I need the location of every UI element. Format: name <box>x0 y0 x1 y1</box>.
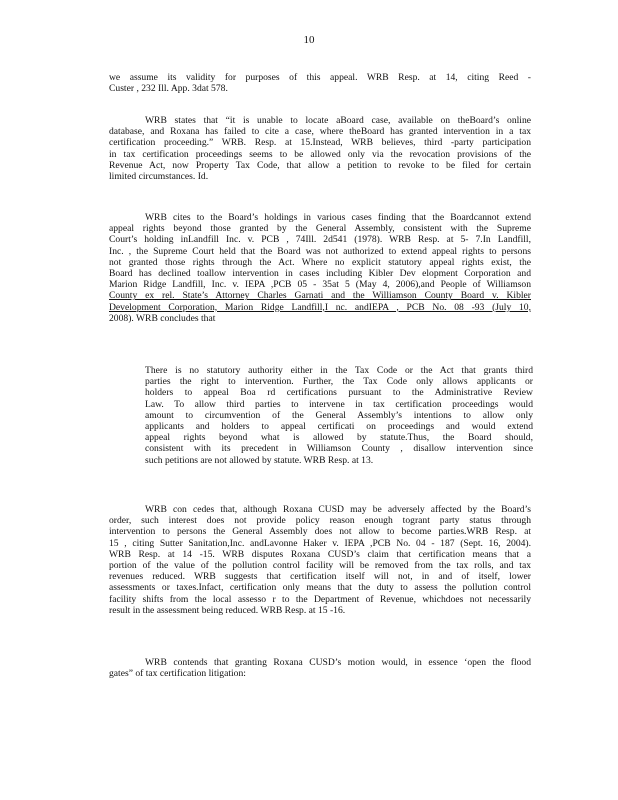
paragraph-3 <box>109 212 531 324</box>
text-line: amount to circumvention of the General Assembly’s intentions to allow only <box>145 409 533 421</box>
text-line: applicants and holders to appeal certificati on proceedings and would extend <box>145 421 533 433</box>
paragraph-2 <box>109 115 531 182</box>
text-line: gates” of tax certification litigation: <box>109 668 246 680</box>
text-line: WRB states that “it is unable to locate aBoard case, available on theBoard’s online <box>145 115 531 126</box>
text-line: appeal rights beyond those granted by the General Assembly, consistent with the Supreme <box>109 223 531 235</box>
text-line: order, such interest does not provide policy reason enough togrant party status through <box>109 515 531 527</box>
text-line: not granted those rights through the Act. Where no explicit statutory appeal rights exist, the <box>109 256 531 268</box>
text-line: revenues reduced. WRB suggests that certification itself will not, in and of itself, lower <box>109 571 531 583</box>
text-line: certification proceeding.” WRB. Resp. at 15.Instead, WRB believes, third -party participation <box>109 137 531 149</box>
text-line: parties the right to intervention. Further, the Tax Code only allows applicants or <box>145 376 533 388</box>
block-quote <box>145 365 533 466</box>
text-line: WRB cites to the Board’s holdings in various cases finding that the Boardcannot extend <box>145 212 531 223</box>
text-line: result in the assessment being reduced. WRB Resp. at 15 -16. <box>109 604 346 616</box>
text-line: Board has declined toallow intervention in cases including Kibler Dev elopment Corporation and <box>109 268 531 280</box>
text-line: intervention to persons the General Assembly does not allow to become parties.WRB Resp. at <box>109 526 531 538</box>
text-line: 2008). WRB concludes that <box>109 312 216 324</box>
text-line: Marion Ridge Landfill, Inc. v. IEPA ,PCB 05 - 35at 5 (May 4, 2006),and People of Williamson <box>109 279 531 291</box>
page-number: 10 <box>303 34 315 46</box>
text-line: in tax certification proceedings seems to be allowed only via the revocation provisions of the <box>109 148 531 160</box>
text-line: Inc. , the Supreme Court held that the Board was not authorized to extend appeal rights to persons <box>109 245 531 257</box>
text-line: portion of the value of the pollution control facility will be removed from the tax rolls, and tax <box>109 560 531 572</box>
text-line: WRB Resp. at 14 -15. WRB disputes Roxana CUSD’s claim that certification means that a <box>109 548 531 560</box>
text-line: facility shifts from the local assesso r to the Department of Revenue, whichdoes not necessarily <box>109 593 531 605</box>
text-line: appeal rights beyond what is allowed by statute.Thus, the Board should, <box>145 432 533 444</box>
text-line: Development Corporation, Marion Ridge Landfill,I nc. andIEPA , PCB No. 08 -93 (July 10, <box>109 301 531 313</box>
text-line: Revenue Act, now Property Tax Code, that allow a petition to revoke to be filed for certain <box>109 159 531 171</box>
text-line: WRB contends that granting Roxana CUSD’s motion would, in essence ‘open the flood <box>145 657 531 668</box>
text-line: assessments or taxes.Infact, certification only means that the duty to assess the pollution control <box>109 582 531 594</box>
paragraph-6 <box>109 657 531 679</box>
text-line: database, and Roxana has failed to cite a case, where theBoard has granted intervention in a tax <box>109 126 531 138</box>
text-line: limited circumstances. Id. <box>109 171 209 183</box>
text-line: we assume its validity for purposes of this appeal. WRB Resp. at 14, citing Reed - <box>109 72 531 83</box>
text-line: Custer , 232 Ill. App. 3dat 578. <box>109 83 228 95</box>
paragraph-1 <box>109 72 531 94</box>
text-line: holders to appeal Boa rd certifications pursuant to the Administrative Review <box>145 387 533 399</box>
text-line: such petitions are not allowed by statute. WRB Resp. at 13. <box>145 454 374 466</box>
text-line: 15 , citing Sutter Sanitation,Inc. andLavonne Haker v. IEPA ,PCB No. 04 - 187 (Sept. 16, 2004). <box>109 537 531 549</box>
paragraph-5 <box>109 504 531 616</box>
text-line: There is no statutory authority either in the Tax Code or the Act that grants third <box>145 365 533 376</box>
text-line: WRB con cedes that, although Roxana CUSD may be adversely affected by the Board’s <box>145 504 531 515</box>
text-line: Law. To allow third parties to intervene in tax certification proceedings would <box>145 398 533 410</box>
text-line: consistent with its precedent in Williamson County , disallow intervention since <box>145 443 533 455</box>
text-line: Court’s holding inLandfill Inc. v. PCB , 74Ill. 2d541 (1978). WRB Resp. at 5- 7.In Landfill, <box>109 234 531 246</box>
text-line: County ex rel. State’s Attorney Charles Garnati and the Williamson County Board v. Kibler <box>109 290 531 302</box>
